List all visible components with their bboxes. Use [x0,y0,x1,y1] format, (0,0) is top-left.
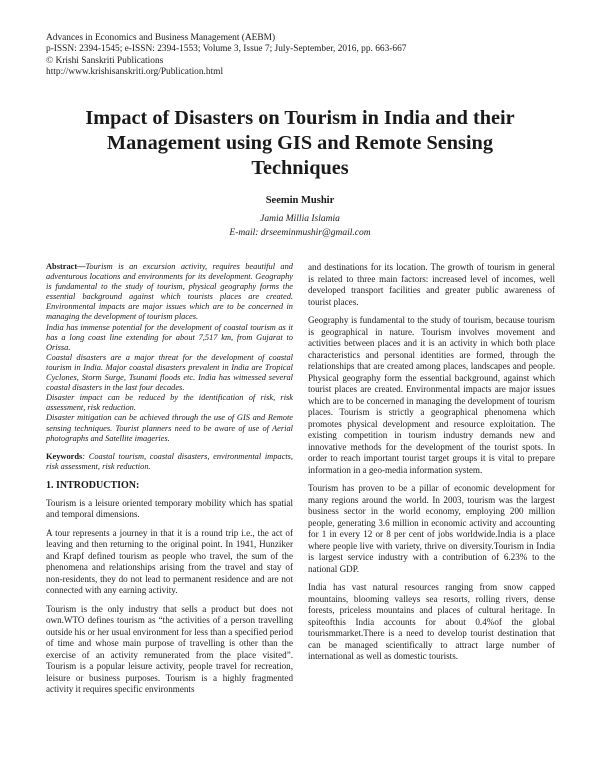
keywords [46,452,293,472]
body-paragraph: Tourism is the only industry that sells a product but does not own.WTO defines tourism as “the activities of a person travelling outside his or her usual environment for less than a specified period of time and whose main purpose of travelling is other than the exercise of an activity remunerated from the place visited”. Tourism is a popular leisure activity, people travel for recreation, leisure or business purposes. Tourism is a highly fragmented activity it requires specific environments [46,603,293,695]
body-paragraph: A tour represents a journey in that it is a round trip i.e., the act of leaving and then returning to the original point. In 1941, Hunziker and Krapf defined tourism as people who travel, the sum of the phenomena and relationships arising from the travel and stay of non-residents, they do not lead to permanent residence and are not connected with any earning activity. [46,527,293,596]
section-heading: 1. INTRODUCTION: [46,479,140,491]
author-email: E-mail: drseeminmushir@gmail.com [229,228,371,238]
journal-header [46,33,566,78]
body-paragraph: India has vast natural resources ranging from snow capped mountains, blooming valleys sea resorts, rolling rivers, dense forests, priceless mountains and places of cultural heritage. In spiteofthis India accounts for about 0.4%of the global tourismmarket.There is a need to develop tourist destination that can be managed scientifically to attract large number of international as well as domestic tourists. [308,582,555,661]
body-paragraph: Tourism has proven to be a pillar of economic development for many regions around the world. In 2003, tourism was the largest business sector in the world economy, employing 200 million people, generating 3.6 million in economic activity and accounting for 1 in every 12 or 8 per cent of jobs worldwide.India is a place where people live with variety, thrive on diversity.Tourism in India is largest service industry with a contribution of 6.23% to the national GDP. [308,483,555,574]
publication-url: http://www.krishisanskriti.org/Publication.html [46,66,224,77]
body-paragraph: Tourism is a leisure oriented temporary mobility which has spatial and temporal dimensions. [46,497,293,520]
author-affiliation-block [0,212,600,240]
copyright-line: © Krishi Sanskriti Publications [46,55,164,66]
issn-line: p-ISSN: 2394-1545; e-ISSN: 2394-1553; Volume 3, Issue 7; July-September, 2016, pp. 663-667 [46,44,407,55]
abstract [46,262,293,444]
body-paragraph: and destinations for its location. The growth of tourism in general is related to three main factors: increased level of incomes, well developed transport facilities and greater public awareness of tourist places. [308,262,555,307]
abstract-paragraph [46,262,293,323]
abstract-paragraph: Disaster mitigation can be achieved through the use of GIS and Remote sensing techniques. Tourist planners need to be aware of use of Aerial photographs and Satellite imageries. [46,413,293,443]
right-column [308,262,555,670]
author-name: Seemin Mushir [265,195,335,206]
abstract-paragraph: Coastal disasters are a major threat for the development of coastal tourism in India. Major coastal disasters prevalent in India are Tropical Cyclones, Storm Surge, Tsunami floods etc. India has witnessed several coastal disasters in the last four decades. [46,352,293,393]
title-line-1: Impact of Disasters on Tourism in India and their [85,107,515,129]
keywords-label: Keywords [46,451,83,461]
journal-name: Advances in Economics and Business Management (AEBM) [46,33,276,43]
abstract-lead: Abstract— [46,262,86,271]
title-line-3: Techniques [251,157,349,179]
abstract-paragraph: India has immense potential for the development of coastal tourism as it has a long coast line extending for about 7,517 km, from Gujarat to Orissa. [46,322,293,352]
paper-title [30,106,570,181]
abstract-paragraph: Disaster impact can be reduced by the identification of risk, risk assessment, risk reduction. [46,393,293,413]
abstract-text: Tourism is an excursion activity, requires beautiful and adventurous locations and environments for its development. Geography is fundamental to the study of tourism, physical geography forms the essential background against which tourists places are created. Environmental impacts are major issues which are to be concerned in managing the development of tourism places. [46,262,293,322]
keywords-text: : Coastal tourism, coastal disasters, environmental impacts, risk assessment, risk reduction. [46,451,293,471]
title-line-2: Management using GIS and Remote Sensing [107,132,493,154]
affiliation: Jamia Millia Islamia [260,214,340,224]
left-column [46,262,293,703]
body-paragraph: Geography is fundamental to the study of tourism, because tourism is geographical in nature. Tourism involves movement and activities between places and it is an activity in which both place characteristics and personal identities are formed, through the relationships that are created among places, landscapes and people. Physical geography form the essential background, against which tourist places are created. Environmental impacts are major issues which are to be concerned in managing the development of tourism places. Tourism is strictly a geographical phenomena which promotes physical development and resource exploitation. The existing competition in tourism industry demands new and innovative methods for the development of the tourist spots. In order to reach important tourist target groups it is vital to prepare information in a geo-media information system. [308,315,555,475]
